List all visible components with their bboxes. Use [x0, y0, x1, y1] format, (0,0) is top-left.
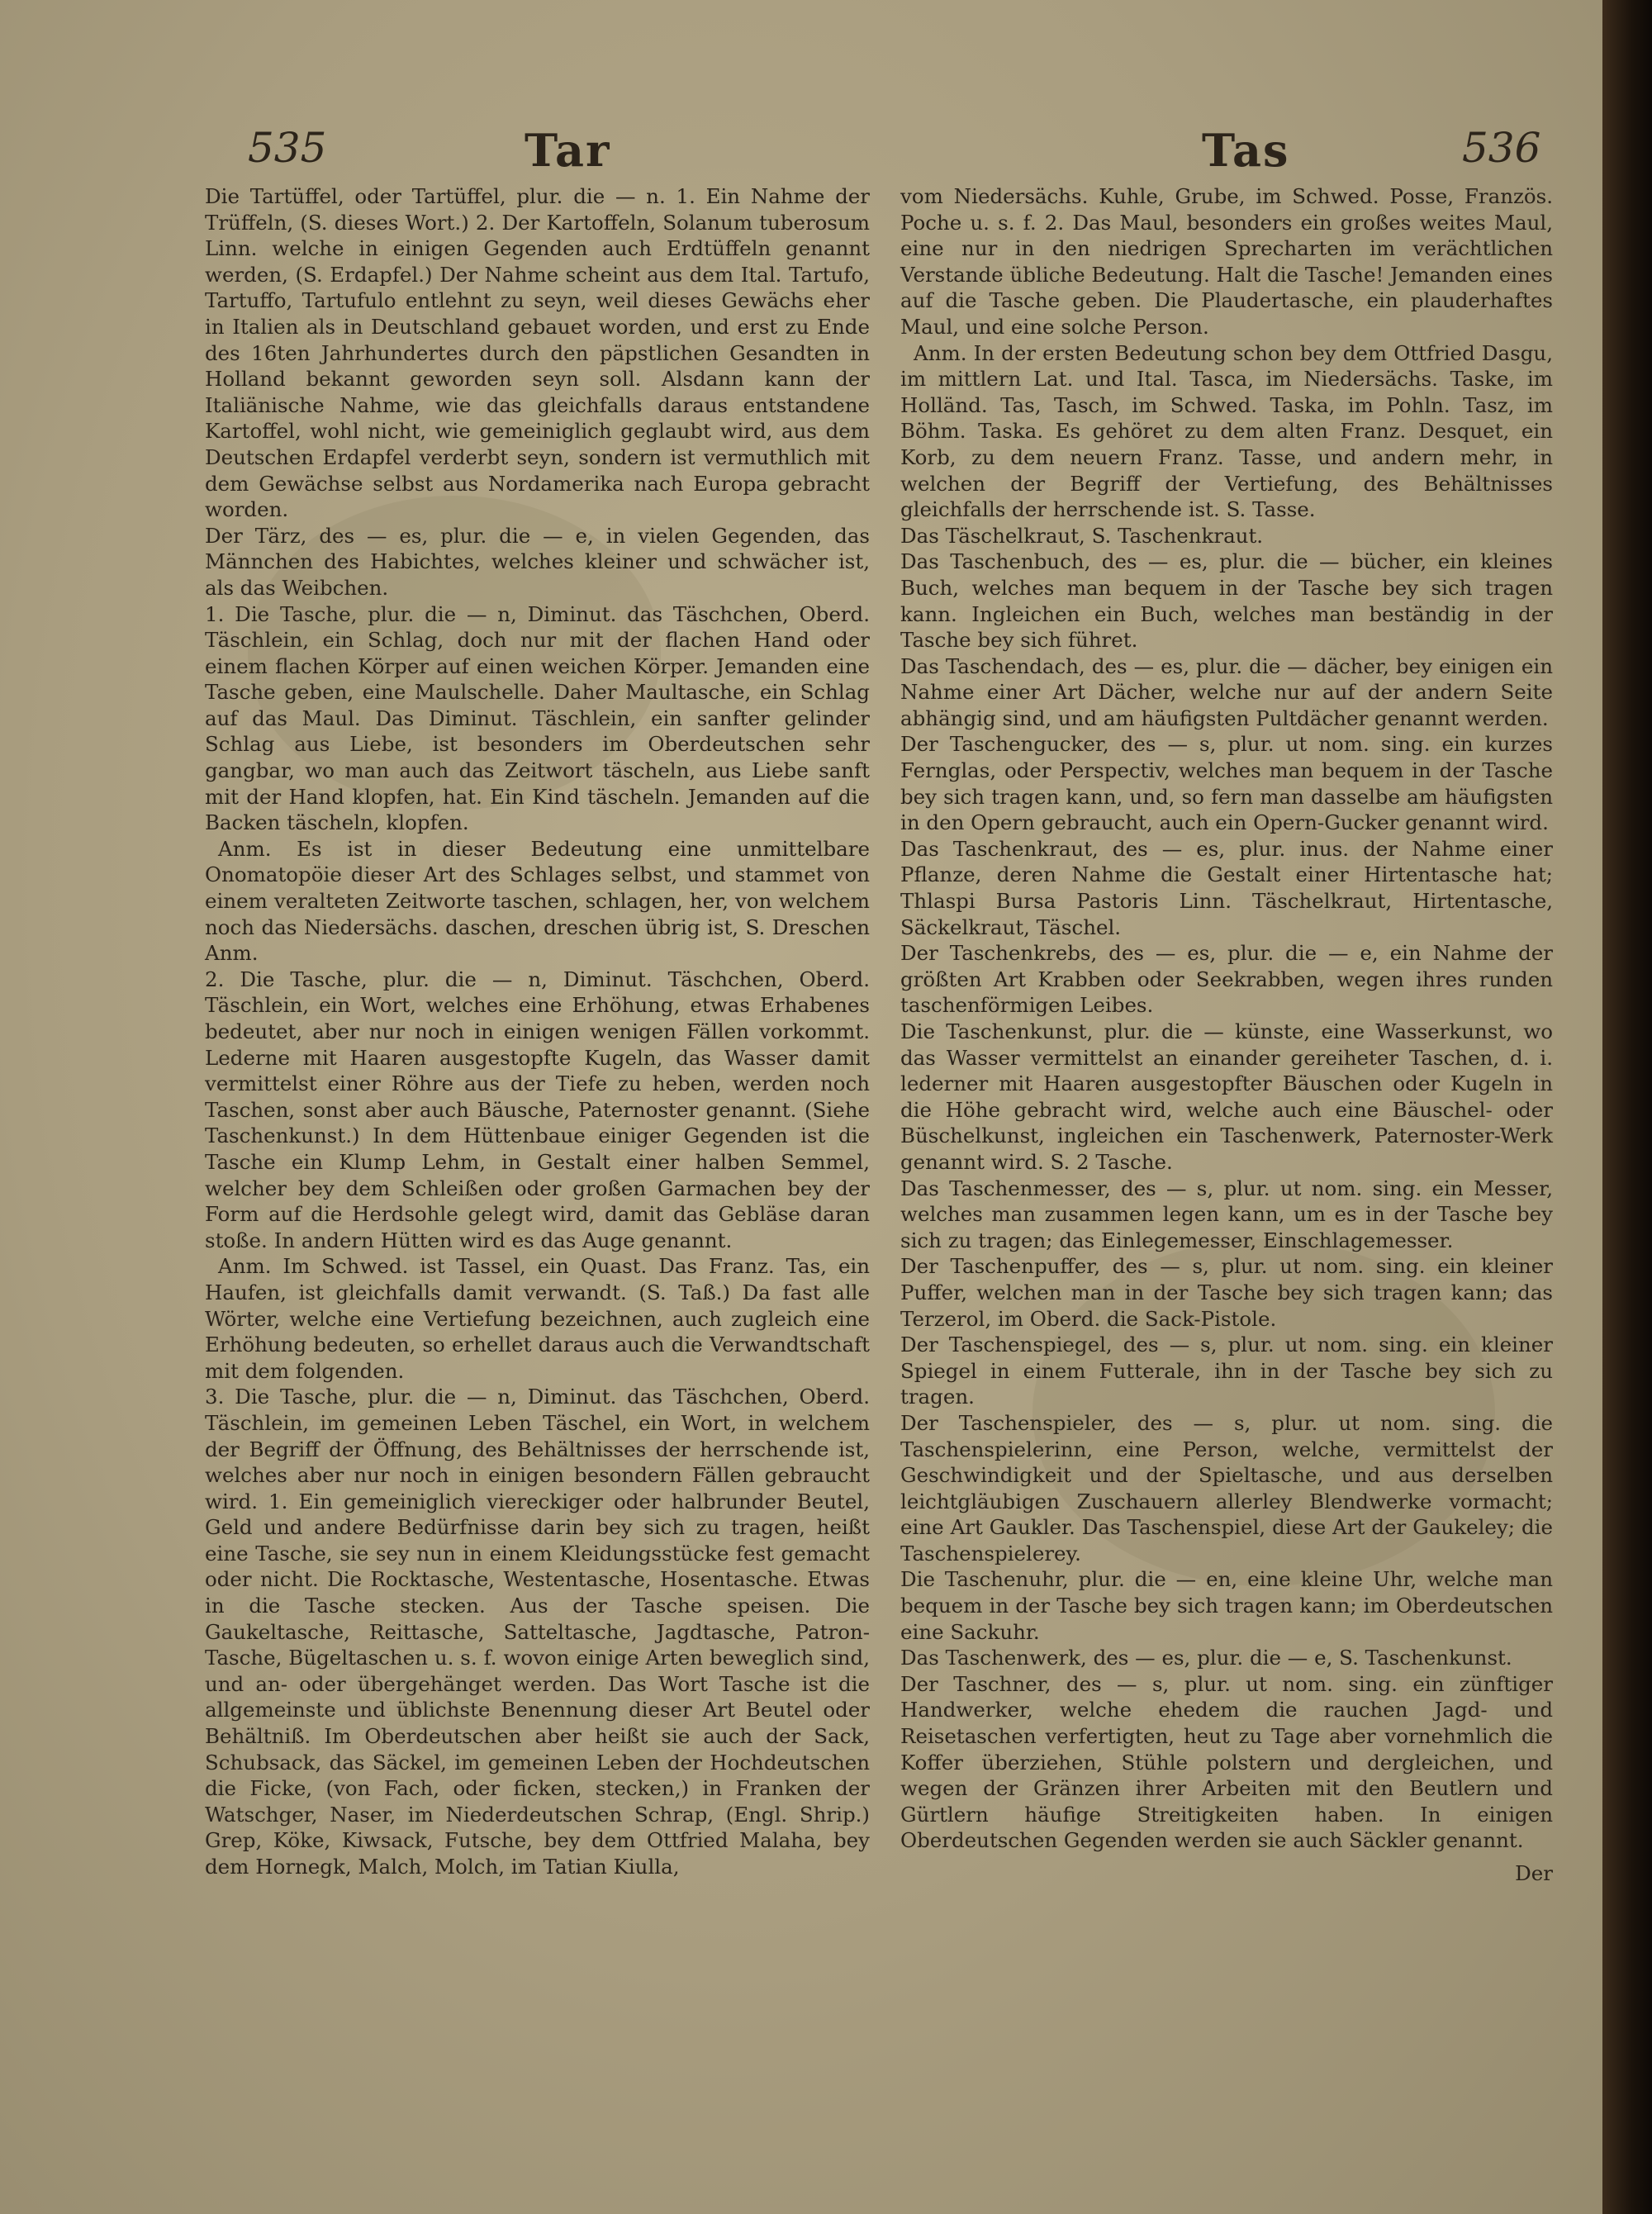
entry-taschendach: Das Taschendach, des — es, plur. die — dächer, bey einigen ein Nahme einer Art Dächer, welche nur auf der andern Seite abhängig sind, und am häufigsten Pultdächer genannt werden. [900, 653, 1553, 730]
entry-taschenkunst: Die Taschenkunst, plur. die — künste, eine Wasserkunst, wo das Wasser vermittelst an einander gereiheter Taschen, d. i. lederner mit Haaren ausgestopfter Bäuschen oder Kugeln in die Höhe gebracht wird, welche auch eine Bäuschel- oder Büschelkunst, ingleichen ein Taschenwerk, Paternoster-Werk genannt wird. S. 2 Tasche. [900, 1019, 1553, 1174]
entry-taschenmesser: Das Taschenmesser, des — s, plur. ut nom. sing. ein Messer, welches man zusammen legen kann, um es in der Tasche bey sich zu tragen; das Einlegemesser, Einschlagemesser. [900, 1176, 1553, 1252]
entry-taschenspieler: Der Taschenspieler, des — s, plur. ut nom. sing. die Taschenspielerinn, eine Person, welche, vermittelst der Geschwindigkeit und der Spieltasche, und aus derselben leichtgläubigen Zuschauern allerley Blendwerke vormacht; eine Art Gaukler. Das Taschenspiel, diese Art der Gaukeley; die Taschenspielerey. [900, 1410, 1553, 1565]
headword-left: Tar [525, 124, 611, 177]
entry-taschenkraut: Das Taschenkraut, des — es, plur. inus. der Nahme einer Pflanze, deren Nahme die Gestalt einer Hirtentasche hat; Thlaspi Bursa Pastoris Linn. Täschelkraut, Hirtentasche, Säckelkraut, Täschel. [900, 836, 1553, 939]
entry-tasche-3-note: Anm. In der ersten Bedeutung schon bey dem Ottfried Dasgu, im mittlern Lat. und Ital. Tasca, im Niedersächs. Taske, im Holländ. Tas, Tasch, im Schwed. Taska, im Pohln. Tasz, im Böhm. Taska. Es gehöret zu dem alten Franz. Desquet, ein Korb, zu dem neuern Franz. Tasse, und andern mehr, in welchen der Begriff der Vertiefung, des Behältnisses gleichfalls der herrschende ist. S. Tasse. [900, 340, 1553, 522]
entry-tasche-1-note: Anm. Es ist in dieser Bedeutung eine unmittelbare Onomatopöie dieser Art des Schlages selbst, und stammet von einem veralteten Zeitworte taschen, schlagen, her, von welchem noch das Niedersächs. daschen, dreschen übrig ist, S. Dreschen Anm. [205, 836, 870, 966]
entry-tartueffel: Die Tartüffel, oder Tartüffel, plur. die — n. 1. Ein Nahme der Trüffeln, (S. dieses Wort.) 2. Der Kartoffeln, Solanum tuberosum Linn. welche in einigen Gegenden auch Erdtüffeln genannt werden, (S. Erdapfel.) Der Nahme scheint aus dem Ital. Tartufo, Tartuffo, Tartufulo entlehnt zu seyn, weil dieses Gewächs eher in Italien als in Deutschland gebauet worden, und erst zu Ende des 16ten Jahrhundertes durch den päpstlichen Gesandten in Holland bekannt geworden seyn soll. Alsdann kann der Italiänische Nahme, wie das gleichfalls daraus entstandene Kartoffel, wohl nicht, wie gemeiniglich geglaubt wird, aus dem Deutschen Erdapfel verderbt seyn, sondern ist vermuthlich mit dem Gewächse selbst aus Nordamerika nach Europa gebracht worden. [205, 184, 870, 522]
entry-taeschelkraut: Das Täschelkraut, S. Taschenkraut. [900, 523, 1264, 548]
entry-taschenwerk: Das Taschenwerk, des — es, plur. die — e, S. Taschenkunst. [900, 1646, 1512, 1670]
page-number-left: 535 [248, 124, 327, 172]
entry-taschenkrebs: Der Taschenkrebs, des — es, plur. die — e, ein Nahme der größten Art Krabben oder Seekrabben, wegen ihres runden taschenförmigen Leibes. [900, 941, 1553, 1018]
entry-taschenuhr: Die Taschenuhr, plur. die — en, eine kleine Uhr, welche man bequem in der Tasche bey sich tragen kann; im Oberdeutschen eine Sackuhr. [900, 1567, 1553, 1644]
right-column [900, 183, 1553, 1887]
left-column [205, 183, 870, 1880]
catchword: Der [1515, 1861, 1553, 1885]
page-number-right: 536 [1462, 124, 1541, 172]
entry-tasche-2: 2. Die Tasche, plur. die — n, Diminut. Täschchen, Oberd. Täschlein, ein Wort, welches eine Erhöhung, etwas Erhabenes bedeutet, aber nur noch in einigen wenigen Fällen vorkommt. Lederne mit Haaren ausgestopfte Kugeln, das Wasser damit vermittelst einer Röhre aus der Tiefe zu heben, werden noch Taschen, sonst aber auch Bäusche, Paternoster genannt. (Siehe Taschenkunst.) In dem Hüttenbaue einiger Gegenden ist die Tasche ein Klump Lehm, in Gestalt einer halben Semmel, welcher bey dem Schleißen oder großen Garmachen bey der Form auf die Herdsohle gelegt wird, damit das Gebläse daran stoße. In andern Hütten wird es das Auge genannt. [205, 967, 870, 1252]
entry-tasche-3: 3. Die Tasche, plur. die — n, Diminut. das Täschchen, Oberd. Täschlein, im gemeinen Leben Täschel, ein Wort, in welchem der Begriff der Öffnung, des Behältnisses der herrschende ist, welches aber nur noch in einigen besondern Fällen gebraucht wird. 1. Ein gemeiniglich viereckiger oder halbrunder Beutel, Geld und andere Bedürfnisse darin bey sich zu tragen, heißt eine Tasche, sie sey nun in einem Kleidungsstücke fest gemacht oder nicht. Die Rocktasche, Westentasche, Hosentasche. Etwas in die Tasche stecken. Aus der Tasche speisen. Die Gaukeltasche, Reittasche, Satteltasche, Jagdtasche, Patron-Tasche, Bügeltaschen u. s. f. wovon einige Arten beweglich sind, und an- oder übergehänget werden. Das Wort Tasche ist die allgemeinste und üblichste Benennung dieser Art Beutel oder Behältniß. Im Oberdeutschen aber heißt sie auch der Sack, Schubsack, das Säckel, im gemeinen Leben der Hochdeutschen die Ficke, (von Fach, oder ficken, stecken,) in Franken der Watschger, Naser, im Niederdeutschen Schrap, (Engl. Shrip.) Grep, Köke, Kiwsack, Futsche, bey dem Ottfried Malaha, bey dem Hornegk, Malch, Molch, im Tatian Kiulla, [205, 1385, 870, 1879]
entry-tasche-3-cont: vom Niedersächs. Kuhle, Grube, im Schwed. Posse, Französ. Poche u. s. f. 2. Das Maul, besonders ein großes weites Maul, eine nur in den niedrigen Sprecharten im verächtlichen Verstande übliche Bedeutung. Halt die Tasche! Jemanden eines auf die Tasche geben. Die Plaudertasche, ein plauderhaftes Maul, und eine solche Person. [900, 184, 1553, 339]
entry-tasche-1: 1. Die Tasche, plur. die — n, Diminut. das Täschchen, Oberd. Täschlein, ein Schlag, doch nur mit der flachen Hand oder einem flachen Körper auf einen weichen Körper. Jemanden eine Tasche geben, eine Maulschelle. Daher Maultasche, ein Schlag auf das Maul. Das Diminut. Täschlein, ein sanfter gelinder Schlag aus Liebe, ist besonders im Oberdeutschen sehr gangbar, wo man auch das Zeitwort täscheln, aus Liebe sanft mit der Hand klopfen, hat. Ein Kind täscheln. Jemanden auf die Backen täscheln, klopfen. [205, 601, 870, 835]
entry-taschner: Der Taschner, des — s, plur. ut nom. sing. ein zünftiger Handwerker, welche ehedem die rauchen Jagd- und Reisetaschen verfertigten, heut zu Tage aber vornehmlich die Koffer überziehen, Stühle polstern und dergleichen, und wegen der Gränzen ihrer Arbeiten mit den Beutlern und Gürtlern häufige Streitigkeiten haben. In einigen Oberdeutschen Gegenden werden sie auch Säckler genannt. [900, 1671, 1553, 1853]
entry-taschenpuffer: Der Taschenpuffer, des — s, plur. ut nom. sing. ein kleiner Puffer, welchen man in der Tasche bey sich tragen kann; das Terzerol, im Oberd. die Sack-Pistole. [900, 1254, 1553, 1331]
entry-tasche-2-note: Anm. Im Schwed. ist Tassel, ein Quast. Das Franz. Tas, ein Haufen, ist gleichfalls damit verwandt. (S. Taß.) Da fast alle Wörter, welche eine Vertiefung bezeichnen, auch zugleich eine Erhöhung bedeuten, so erhellet daraus auch die Verwandtschaft mit dem folgenden. [205, 1254, 870, 1383]
book-gutter [1602, 0, 1652, 2214]
entry-taschengucker: Der Taschengucker, des — s, plur. ut nom. sing. ein kurzes Fernglas, oder Perspectiv, welches man bequem in der Tasche bey sich tragen kann, und, so fern man dasselbe am häufigsten in den Opern gebraucht, auch ein Opern-Gucker genannt wird. [900, 732, 1553, 835]
entry-taerz: Der Tärz, des — es, plur. die — e, in vielen Gegenden, das Männchen des Habichtes, welches kleiner und schwächer ist, als das Weibchen. [205, 523, 870, 600]
entry-taschenspiegel: Der Taschenspiegel, des — s, plur. ut nom. sing. ein kleiner Spiegel in einem Futterale, ihn in der Tasche bey sich zu tragen. [900, 1333, 1553, 1409]
entry-taschenbuch: Das Taschenbuch, des — es, plur. die — bücher, ein kleines Buch, welches man bequem in der Tasche bey sich tragen kann. Ingleichen ein Buch, welches man beständig in der Tasche bey sich führet. [900, 549, 1553, 653]
headword-right: Tas [1202, 124, 1290, 177]
